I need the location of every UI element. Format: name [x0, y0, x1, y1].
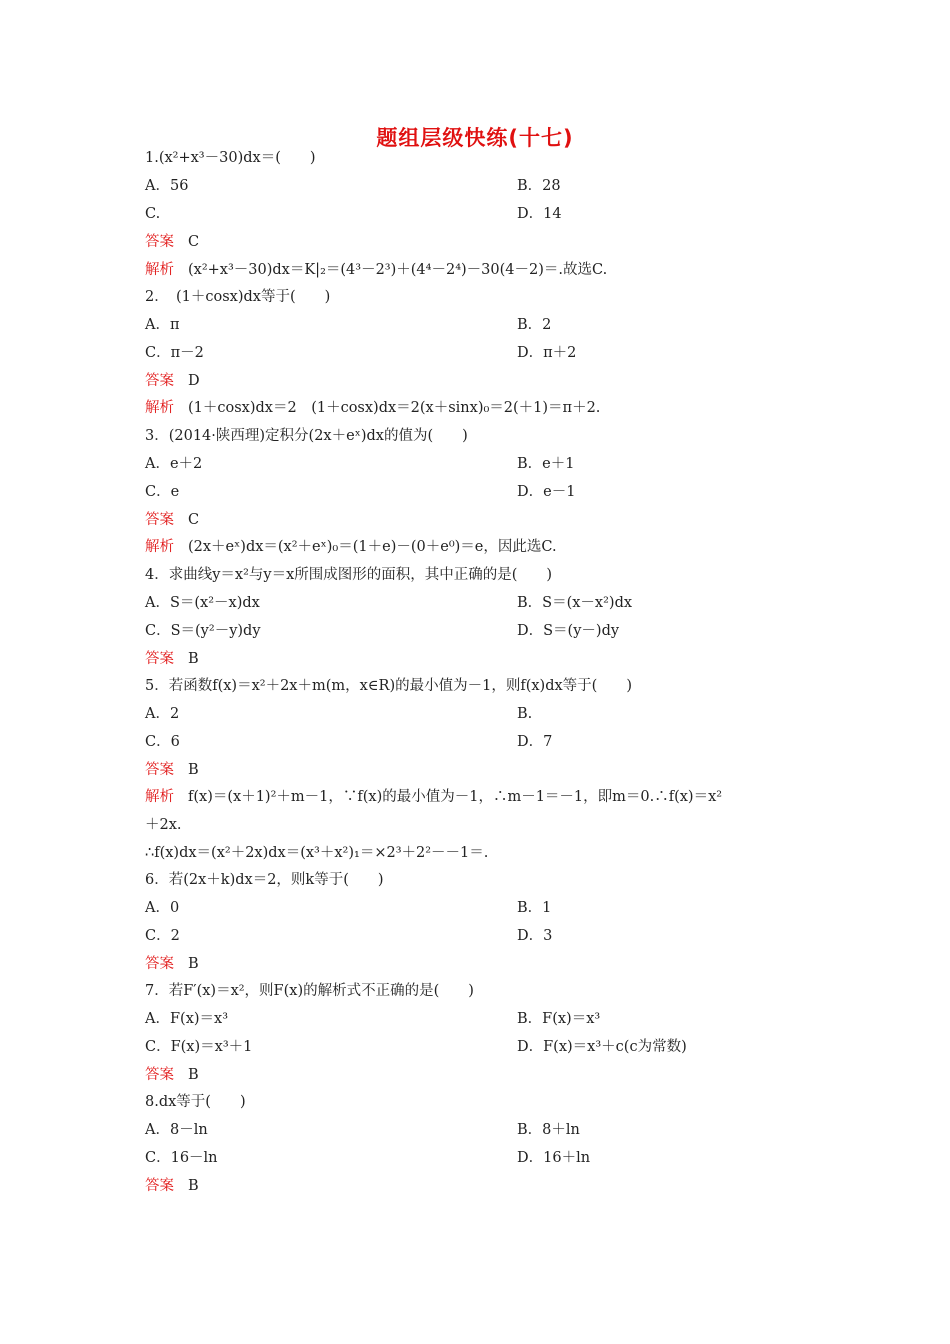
- q4-answer-value: B: [188, 651, 199, 667]
- question-3-stem: 3．(2014·陕西理)定积分(2x＋eˣ)dx的值为( ): [145, 428, 468, 444]
- question-1-stem: 1.(x²+x³－30)dx＝( ): [145, 150, 316, 166]
- q4-option-a: A．S＝(x²－x)dx: [145, 595, 260, 611]
- q7-option-d: D．F(x)＝x³＋c(c为常数): [517, 1039, 687, 1055]
- q1-answer-value: C: [188, 234, 200, 250]
- analysis-label: 解析: [145, 789, 174, 805]
- q2-option-c: C．π－2: [145, 345, 204, 361]
- answer-label: 答案: [145, 762, 174, 778]
- question-2-stem: 2． (1＋cosx)dx等于( ): [145, 289, 331, 305]
- q8-option-b: B．8＋ln: [517, 1122, 580, 1138]
- q1-analysis-text: (x²+x³－30)dx＝K|₂＝(4³－2³)＋(4⁴－2⁴)－30(4－2)＝.故选C.: [188, 262, 608, 278]
- q3-option-b: B．e＋1: [517, 456, 575, 472]
- answer-label: 答案: [145, 651, 174, 667]
- q2-analysis-row: [145, 396, 600, 420]
- q7-answer-value: B: [188, 1067, 199, 1083]
- q5-option-d: D．7: [517, 734, 553, 750]
- q8-answer-row: [145, 1174, 199, 1198]
- q6-answer-row: [145, 952, 199, 976]
- q3-analysis-row: [145, 535, 557, 559]
- q6-option-a: A．0: [145, 900, 180, 916]
- q2-option-d: D．π＋2: [517, 345, 577, 361]
- q5-option-b: B.: [517, 706, 533, 722]
- q1-option-b: B．28: [517, 178, 561, 194]
- q2-option-a: A．π: [145, 317, 180, 333]
- q5-analysis-continuation: ＋2x.: [145, 817, 182, 833]
- q5-analysis-row: [145, 785, 815, 809]
- q8-answer-value: B: [188, 1178, 199, 1194]
- q5-analysis-line-2: ∴f(x)dx＝(x²＋2x)dx＝(x³＋x²)₁＝×2³＋2²－－1＝.: [145, 845, 489, 861]
- q5-answer-row: [145, 758, 199, 782]
- q6-option-b: B．1: [517, 900, 552, 916]
- q1-option-a: A．56: [145, 178, 189, 194]
- q1-option-c: C.: [145, 206, 161, 222]
- answer-label: 答案: [145, 1178, 174, 1194]
- q3-answer-row: [145, 508, 199, 532]
- answer-label: 答案: [145, 234, 174, 250]
- q7-option-a: A．F(x)＝x³: [145, 1011, 229, 1027]
- q4-option-d: D．S＝(y－)dy: [517, 623, 620, 639]
- q7-option-c: C．F(x)＝x³＋1: [145, 1039, 253, 1055]
- q6-answer-value: B: [188, 956, 199, 972]
- q4-option-b: B．S＝(x－x²)dx: [517, 595, 633, 611]
- q5-option-c: C．6: [145, 734, 180, 750]
- answer-label: 答案: [145, 1067, 174, 1083]
- q6-option-c: C．2: [145, 928, 180, 944]
- q2-option-b: B．2: [517, 317, 552, 333]
- q2-answer-row: [145, 369, 200, 393]
- q4-answer-row: [145, 647, 199, 671]
- analysis-label: 解析: [145, 262, 174, 278]
- analysis-label: 解析: [145, 539, 174, 555]
- q2-answer-value: D: [188, 373, 200, 389]
- q8-option-d: D．16＋ln: [517, 1150, 591, 1166]
- answer-label: 答案: [145, 956, 174, 972]
- question-7-stem: 7．若F′(x)＝x²，则F(x)的解析式不正确的是( ): [145, 983, 474, 999]
- q7-option-b: B．F(x)＝x³: [517, 1011, 601, 1027]
- question-5-stem: 5．若函数f(x)＝x²＋2x＋m(m，x∈R)的最小值为－1，则f(x)dx等于( ): [145, 678, 632, 694]
- q8-option-a: A．8－ln: [145, 1122, 208, 1138]
- question-8-stem: 8.dx等于( ): [145, 1094, 246, 1110]
- q3-answer-value: C: [188, 512, 200, 528]
- q2-analysis-text: (1＋cosx)dx＝2 (1＋cosx)dx＝2(x＋sinx)₀＝2(＋1)＝π＋2.: [188, 400, 601, 416]
- q1-option-d: D．14: [517, 206, 562, 222]
- q3-option-d: D．e－1: [517, 484, 576, 500]
- q5-answer-value: B: [188, 762, 199, 778]
- q4-option-c: C．S＝(y²－y)dy: [145, 623, 261, 639]
- q5-analysis-text: f(x)＝(x＋1)²＋m－1，∵f(x)的最小值为－1，∴m－1＝－1，即m＝0.∴f(x)＝x²: [188, 789, 723, 805]
- q5-option-a: A．2: [145, 706, 180, 722]
- question-4-stem: 4．求曲线y＝x²与y＝x所围成图形的面积，其中正确的是( ): [145, 567, 553, 583]
- q3-option-c: C．e: [145, 484, 180, 500]
- q3-option-a: A．e＋2: [145, 456, 203, 472]
- analysis-label: 解析: [145, 400, 174, 416]
- q3-analysis-text: (2x＋eˣ)dx＝(x²＋eˣ)₀＝(1＋e)－(0＋e⁰)＝e，因此选C.: [188, 539, 557, 555]
- q6-option-d: D．3: [517, 928, 553, 944]
- q1-answer-row: [145, 230, 199, 254]
- q7-answer-row: [145, 1063, 199, 1087]
- q8-option-c: C．16－ln: [145, 1150, 218, 1166]
- page-title: 题组层级快练(十七): [376, 126, 574, 150]
- q1-analysis-row: [145, 258, 607, 282]
- answer-label: 答案: [145, 512, 174, 528]
- answer-label: 答案: [145, 373, 174, 389]
- question-6-stem: 6．若(2x＋k)dx＝2，则k等于( ): [145, 872, 384, 888]
